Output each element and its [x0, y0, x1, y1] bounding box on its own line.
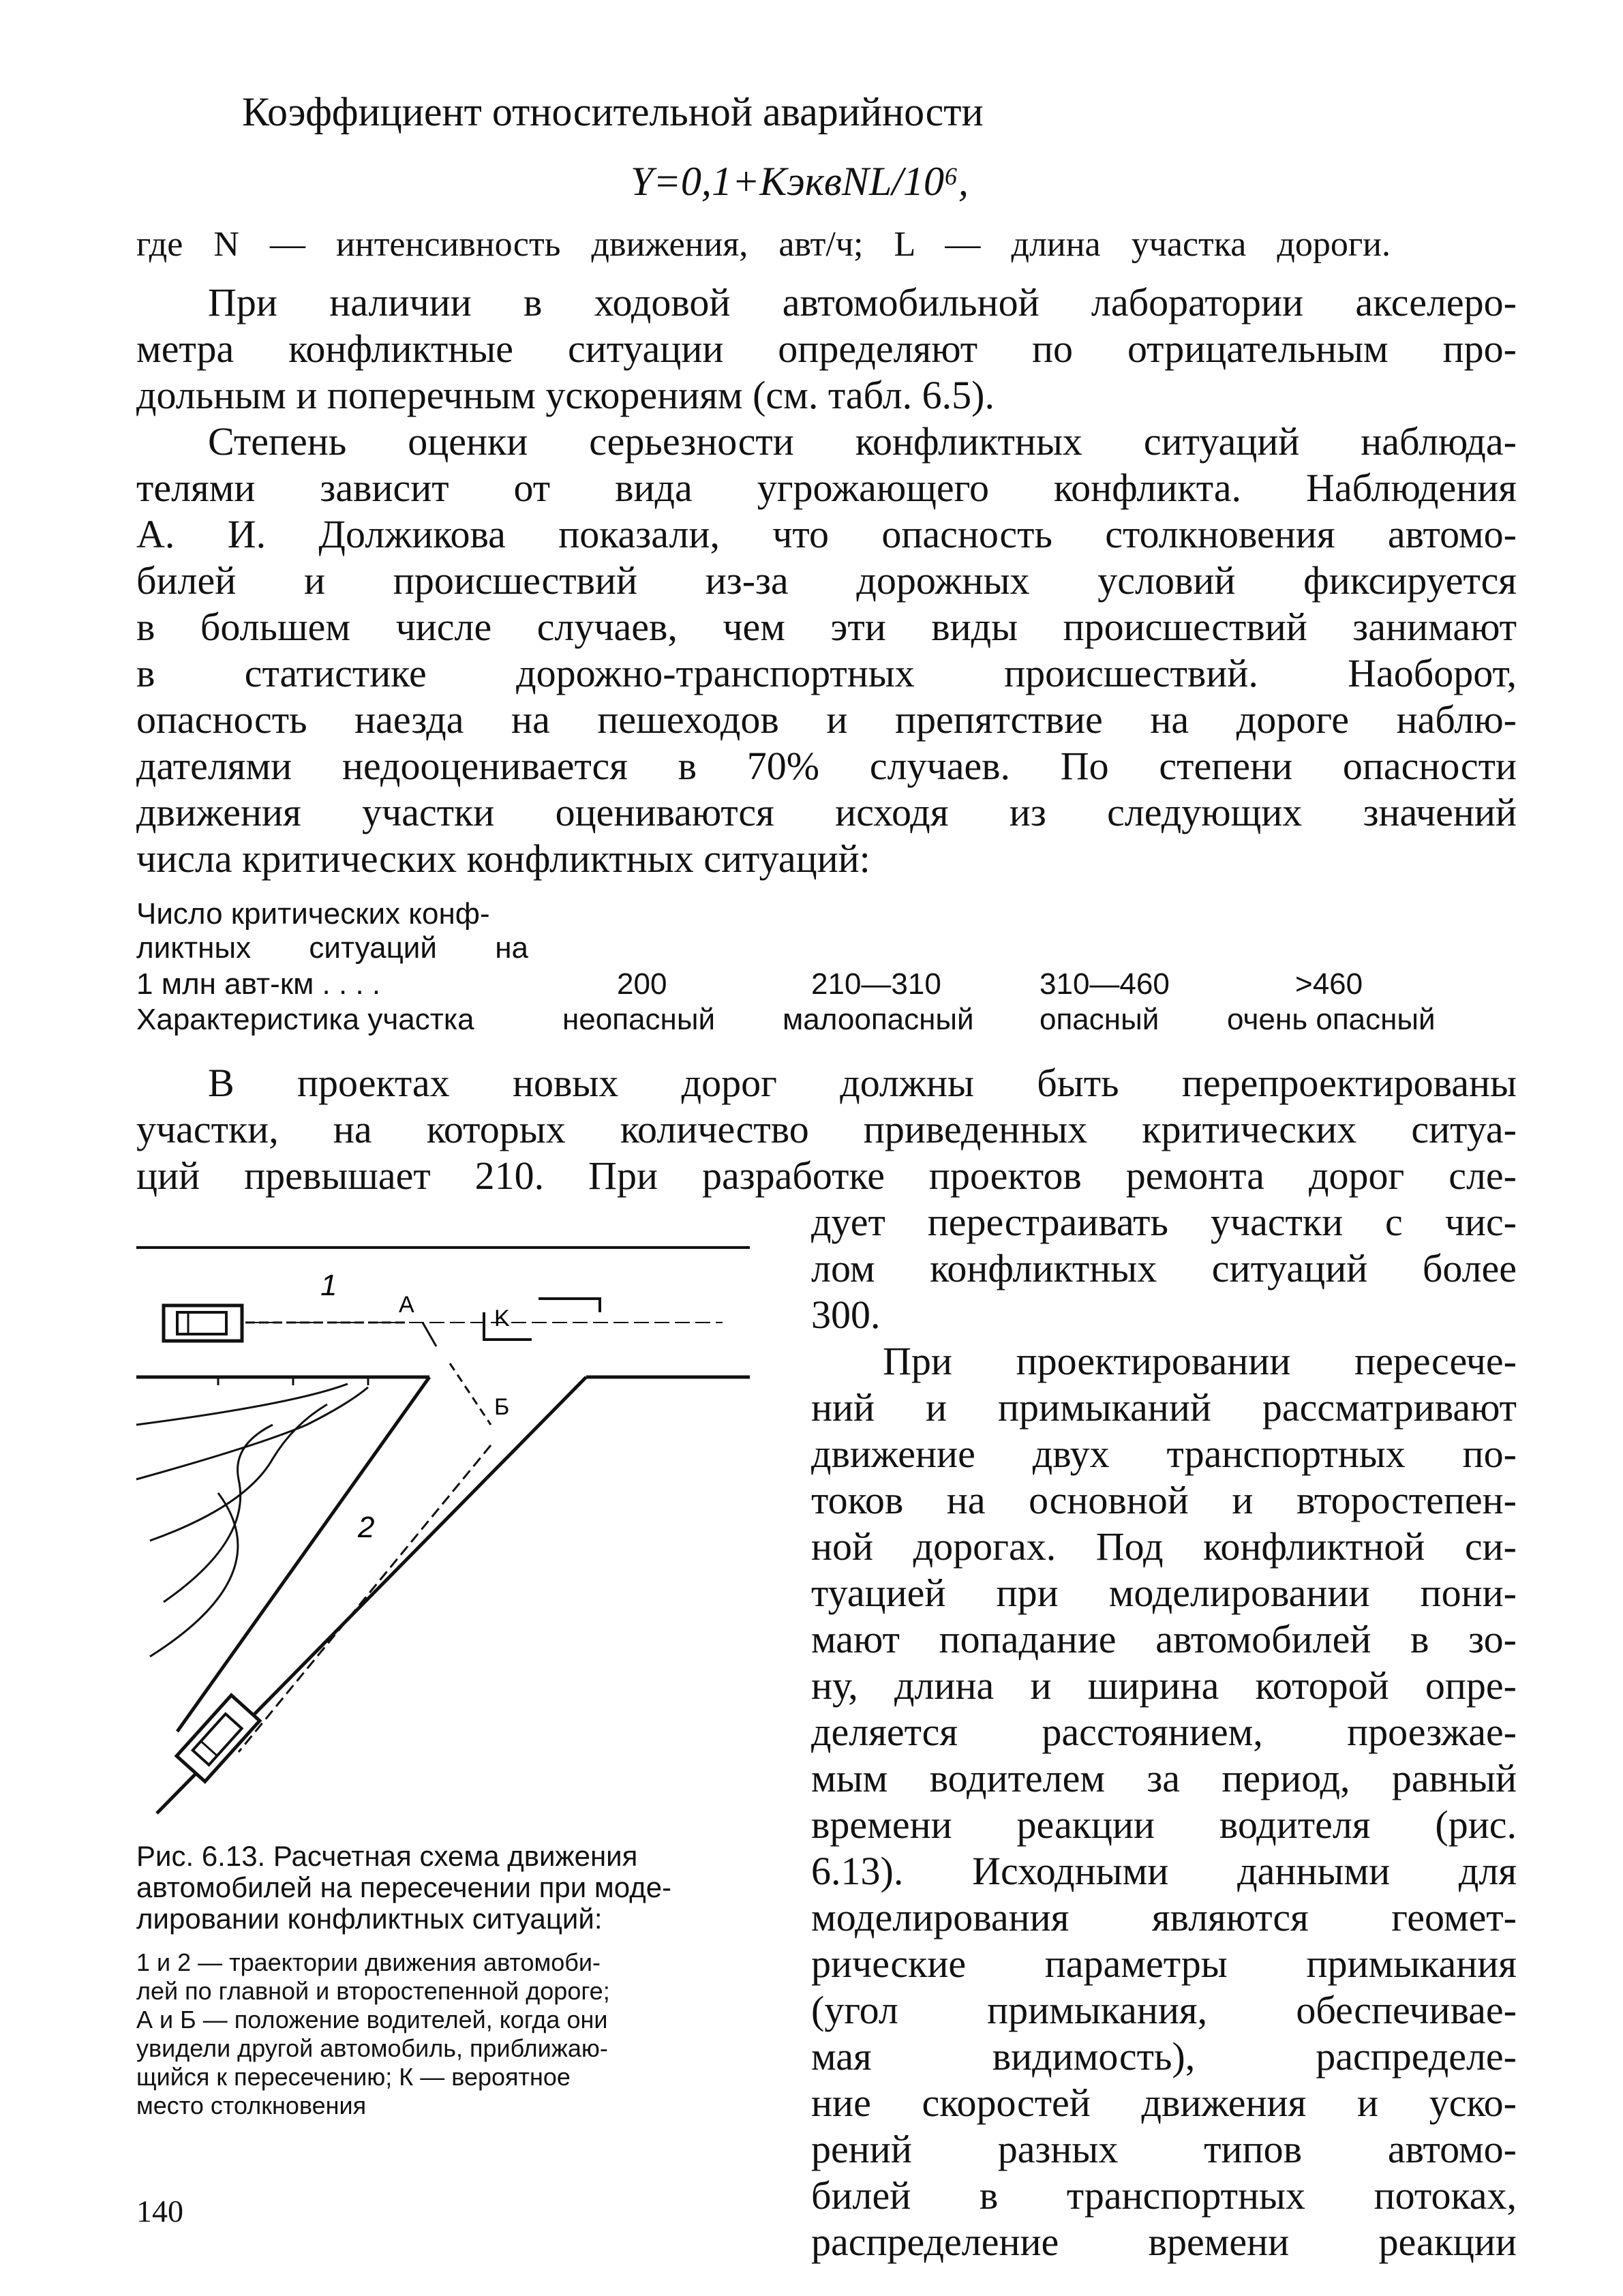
para2-line: билей и происшествий из-за дорожных условий фиксируется	[136, 558, 1517, 603]
para2-line: в статистике дорожно-транспортных происшествий. Наоборот,	[136, 651, 1517, 695]
right-col-line: мая видимость), распределе-	[811, 2034, 1517, 2079]
para1-line: При наличии в ходовой автомобильной лаборатории акселеро-	[208, 280, 1517, 324]
table-value: 210—310	[811, 967, 941, 1001]
table-char: опасный	[1040, 1003, 1159, 1036]
right-col-line: (угол примыкания, обеспечивае-	[811, 1988, 1517, 2032]
caption-line: Рис. 6.13. Расчетная схема движения	[136, 1840, 638, 1872]
table-char: очень опасный	[1227, 1003, 1436, 1036]
right-col-line: ний и примыканий рассматривают	[811, 1385, 1517, 1430]
right-col-line: токов на основной и второстепен-	[811, 1478, 1517, 1522]
right-col-line: мают попадание автомобилей в зо-	[811, 1617, 1517, 1661]
table-char-label: Характеристика участка	[136, 1003, 474, 1036]
right-col-line: движение двух транспортных по-	[811, 1432, 1517, 1476]
right-col-line: 6.13). Исходными данными для	[811, 1849, 1517, 1893]
para2-line: числа критических конфликтных ситуаций:	[136, 836, 870, 881]
table-value: 310—460	[1040, 967, 1170, 1001]
right-col-line: ной дорогах. Под конфликтной си-	[811, 1524, 1517, 1569]
table-value: 200	[617, 967, 667, 1001]
section-heading: Коэффициент относительной аварийности	[242, 89, 984, 134]
table-value: >460	[1295, 967, 1363, 1001]
car-secondary-road	[177, 1695, 260, 1782]
caption-line: лировании конфликтных ситуаций:	[136, 1903, 603, 1935]
table-char: неопасный	[562, 1003, 716, 1036]
right-col-line: ну, длина и ширина которой опре-	[811, 1663, 1517, 1708]
para2-line: дателями недооценивается в 70% случаев. По степени опасности	[136, 744, 1517, 788]
right-col-line: рические параметры примыкания	[811, 1942, 1517, 1986]
right-col-line: распределение времени реакции	[811, 2220, 1517, 2264]
right-col-line: туацией при моделировании пони-	[811, 1571, 1517, 1615]
legend-line: 1 и 2 — траектории движения автомоби-	[136, 1948, 601, 1976]
para2-line: опасность наезда на пешеходов и препятствие на дороге наблю-	[136, 697, 1517, 742]
right-col-line: дует перестраивать участки с чис-	[811, 1200, 1517, 1244]
para2-line: в большем числе случаев, чем эти виды происшествий занимают	[136, 605, 1517, 649]
right-col-line: рений разных типов автомо-	[811, 2127, 1517, 2171]
para3-line: В проектах новых дорог должны быть перепроектированы	[208, 1061, 1517, 1105]
caption-line: автомобилей на пересечении при моде-	[136, 1871, 672, 1903]
label-driver-b: Б	[494, 1394, 510, 1420]
legend-line: место столкновения	[136, 2091, 367, 2119]
formula-variables: где N — интенсивность движения, авт/ч; L — длина участка дороги.	[136, 225, 1391, 264]
right-col-line: моделирования являются геомет-	[811, 1895, 1517, 1939]
right-col-line: времени реакции водителя (рис.	[811, 1802, 1517, 1847]
intersection-diagram	[123, 1220, 777, 1820]
right-col-line: деляется расстоянием, проезжае-	[811, 1710, 1517, 1754]
label-collision-k: K	[494, 1305, 510, 1331]
legend-line: А и Б — положение водителей, когда они	[136, 2006, 608, 2034]
right-col-line: 300.	[811, 1293, 881, 1337]
para1-line: дольным и поперечным ускорениям (см. табл. 6.5).	[136, 373, 995, 417]
para3-line: ций превышает 210. При разработке проектов ремонта дорог сле-	[136, 1153, 1517, 1198]
label-trajectory-2: 2	[358, 1511, 375, 1544]
right-col-line: билей в транспортных потоках,	[811, 2173, 1517, 2218]
para2-line: А. И. Должикова показали, что опасность столкновения автомо-	[136, 512, 1517, 556]
page-number: 140	[136, 2194, 183, 2229]
table-row-label-line: Число критических конф-	[136, 897, 490, 931]
right-col-line: При проектировании пересече-	[883, 1339, 1517, 1383]
table-row-label-line: 1 млн авт-км . . . .	[136, 967, 381, 1001]
label-trajectory-1: 1	[320, 1269, 337, 1302]
para1-line: метра конфликтные ситуации определяют по отрицательным про-	[136, 327, 1517, 371]
legend-line: лей по главной и второстепенной дороге;	[136, 1977, 610, 2005]
right-col-line: ние скоростей движения и уско-	[811, 2081, 1517, 2125]
para2-line: движения участки оцениваются исходя из следующих значений	[136, 790, 1517, 834]
accident-formula: Y=0,1+KэквNL/10⁶,	[631, 159, 969, 204]
right-col-line: лом конфликтных ситуаций более	[811, 1246, 1517, 1290]
para3-line: участки, на которых количество приведенных критических ситуа-	[136, 1107, 1517, 1151]
label-driver-a: A	[399, 1292, 414, 1318]
car-main-road	[164, 1305, 242, 1341]
para2-line: телями зависит от вида угрожающего конфликта. Наблюдения	[136, 466, 1517, 510]
legend-line: увидели другой автомобиль, приближаю-	[136, 2034, 608, 2062]
right-col-line: мым водителем за период, равный	[811, 1756, 1517, 1800]
table-char: малоопасный	[783, 1003, 974, 1036]
table-row-label-line: ликтных ситуаций на	[136, 931, 528, 965]
legend-line: щийся к пересечению; К — вероятное	[136, 2063, 571, 2091]
para2-line: Степень оценки серьезности конфликтных ситуаций наблюда-	[208, 419, 1517, 464]
